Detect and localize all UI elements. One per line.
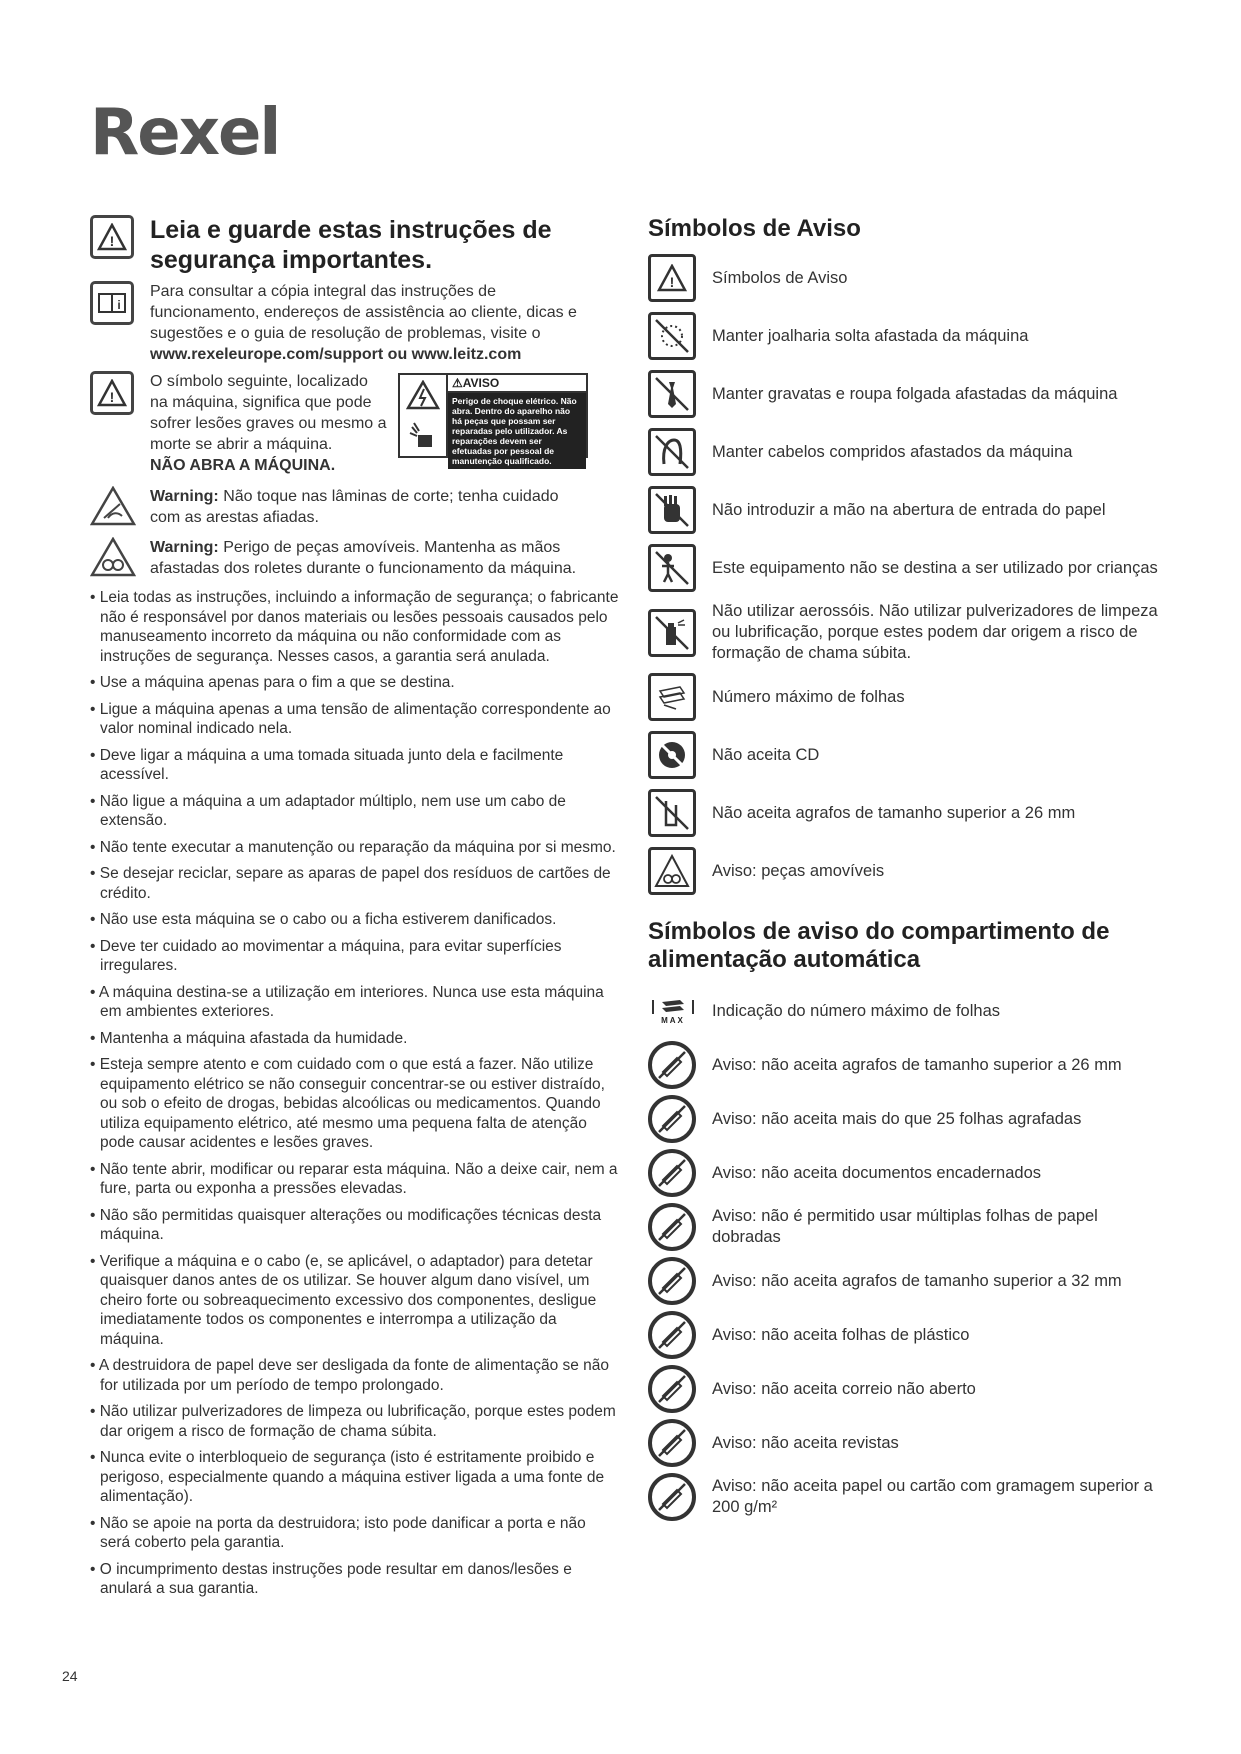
rexel-logo (90, 86, 290, 186)
symbol-row (648, 601, 1168, 664)
no-jewellery-icon (648, 312, 696, 360)
no-folded-sheets-icon (648, 1203, 696, 1251)
open-warning-row (90, 371, 620, 476)
list-item: • Se desejar reciclar, separe as aparas de papel dos resíduos de cartões de crédito. (90, 864, 620, 903)
no-heavy-paper-icon (648, 1473, 696, 1521)
symbols-column (648, 215, 1168, 1526)
moving-parts-warning-row (90, 537, 620, 582)
auto-symbol-row (648, 1364, 1168, 1414)
warning2-text: Perigo de peças amovíveis. Mantenha as mãos afastadas dos roletes durante o funcionamento da máquina. (150, 539, 577, 577)
warning-triangle-icon (648, 254, 696, 302)
list-item: • Não tente abrir, modificar ou reparar esta máquina. Não a deixe cair, nem a fure, parta ou exponha a pressões elevadas. (90, 1160, 620, 1199)
blade-warning-row (90, 486, 620, 531)
symbol-label: Este equipamento não se destina a ser utilizado por crianças (712, 558, 1158, 577)
auto-symbol-row (648, 1310, 1168, 1360)
list-item: • A máquina destina-se a utilização em interiores. Nunca use esta máquina em ambientes exteriores. (90, 983, 620, 1022)
no-staples-26-icon (648, 1041, 696, 1089)
max-label: MAX (661, 1015, 685, 1025)
list-item: • Não use esta máquina se o cabo ou a ficha estiverem danificados. (90, 910, 620, 930)
no-hand-icon (648, 486, 696, 534)
lead-row (90, 215, 620, 275)
list-item: • Não utilizar pulverizadores de limpeza ou lubrificação, porque estes podem dar origem a risco de formação de chama súbita. (90, 1402, 620, 1441)
support-link[interactable]: www.rexeleurope.com/support ou www.leitz.com (150, 346, 522, 363)
auto-symbol-label: Aviso: não aceita correio não aberto (712, 1379, 976, 1398)
label-title: AVISO (462, 376, 500, 390)
no-aerosol-icon (648, 609, 696, 657)
auto-symbol-label: Aviso: não aceita mais do que 25 folhas agrafadas (712, 1109, 1082, 1128)
symbol-row (648, 427, 1168, 477)
electric-hazard-icon (406, 380, 440, 410)
auto-symbol-row (648, 986, 1168, 1036)
auto-feed-symbols-title: Símbolos de aviso do compartimento de alimentação automática (648, 918, 1110, 973)
moving-parts-icon (648, 847, 696, 895)
list-item: • Deve ligar a máquina a uma tomada situada junto dela e facilmente acessível. (90, 746, 620, 785)
max-sheets-indicator-icon (648, 998, 698, 1025)
no-magazines-icon (648, 1419, 696, 1467)
blade-warning-icon (90, 486, 136, 526)
auto-symbol-label: Aviso: não aceita revistas (712, 1433, 899, 1452)
auto-symbol-label: Aviso: não aceita papel ou cartão com gramagem superior a 200 g/m² (712, 1477, 1153, 1516)
warning-symbols-list (648, 253, 1168, 896)
safety-bullets (90, 588, 620, 1599)
auto-symbol-row (648, 1148, 1168, 1198)
do-not-open-text: NÃO ABRA A MÁQUINA. (150, 457, 336, 474)
page-title: Leia e guarde estas instruções de segurança importantes. (150, 216, 552, 274)
svg-text:!: ! (109, 389, 115, 405)
auto-feed-symbols-list (648, 986, 1168, 1522)
list-item: • O incumprimento destas instruções pode resultar em danos/lesões e anulará a sua garantia. (90, 1560, 620, 1599)
list-item: • Não se apoie na porta da destruidora; isto pode danificar a porta e não será coberto pela garantia. (90, 1514, 620, 1553)
symbol-row (648, 730, 1168, 780)
symbol-label: Não aceita CD (712, 745, 820, 764)
symbol-label: Número máximo de folhas (712, 687, 905, 706)
symbol-row (648, 485, 1168, 535)
list-item: • Mantenha a máquina afastada da humidade. (90, 1029, 620, 1049)
svg-text:i: i (117, 298, 121, 312)
warning2-label: Warning: (150, 539, 219, 556)
manual-info-icon (90, 281, 134, 325)
symbol-label: Símbolos de Aviso (712, 268, 848, 287)
list-item: • A destruidora de papel deve ser desligada da fonte de alimentação se não for utilizada por um período de tempo prolongado. (90, 1356, 620, 1395)
symbol-label: Manter joalharia solta afastada da máquina (712, 326, 1029, 345)
auto-symbol-row (648, 1040, 1168, 1090)
list-item: • Nunca evite o interbloqueio de segurança (isto é estritamente proibido e perigoso, especialmente quando a máquina estiver ligada a uma fonte de alimentação). (90, 1448, 620, 1507)
svg-text:!: ! (669, 274, 675, 290)
no-staples-icon (648, 789, 696, 837)
symbol-row (648, 253, 1168, 303)
symbol-row (648, 846, 1168, 896)
no-long-hair-icon (648, 428, 696, 476)
symbol-row (648, 672, 1168, 722)
no-unopened-mail-icon (648, 1365, 696, 1413)
no-children-icon (648, 544, 696, 592)
list-item: • Não tente executar a manutenção ou reparação da máquina por si mesmo. (90, 838, 620, 858)
symbol-label: Não introduzir a mão na abertura de entrada do papel (712, 500, 1106, 519)
auto-symbol-label: Aviso: não é permitido usar múltiplas folhas de papel dobradas (712, 1207, 1098, 1246)
auto-symbol-label: Aviso: não aceita agrafos de tamanho superior a 26 mm (712, 1055, 1122, 1074)
svg-text:!: ! (109, 233, 115, 249)
list-item: • Ligue a máquina apenas a uma tensão de alimentação correspondente ao valor nominal indicado nela. (90, 700, 620, 739)
warning1-text: Não toque nas lâminas de corte; tenha cuidado com as arestas afiadas. (150, 488, 559, 526)
page-number: 24 (62, 1668, 78, 1684)
warning-symbols-title: Símbolos de Aviso (648, 215, 861, 242)
list-item: • Deve ter cuidado ao movimentar a máquina, para evitar superfícies irregulares. (90, 937, 620, 976)
auto-symbol-label: Aviso: não aceita agrafos de tamanho superior a 32 mm (712, 1271, 1122, 1290)
warning-triangle-icon (90, 215, 134, 259)
symbol-label: Manter cabelos compridos afastados da máquina (712, 442, 1073, 461)
no-stapled-25-icon (648, 1095, 696, 1143)
list-item: • Não são permitidas quaisquer alterações ou modificações técnicas desta máquina. (90, 1206, 620, 1245)
label-body: Perigo de choque elétrico. Não abra. Dentro do aparelho não há peças que possam ser reparadas pelo utilizador. As reparações devem ser efetuadas por pessoal de manutenção qualificado. (448, 393, 586, 469)
no-bound-docs-icon (648, 1149, 696, 1197)
symbol-row (648, 311, 1168, 361)
symbol-label: Manter gravatas e roupa folgada afastadas da máquina (712, 384, 1118, 403)
symbol-label: Aviso: peças amovíveis (712, 861, 885, 880)
shock-hand-icon (408, 421, 438, 451)
symbol-row (648, 369, 1168, 419)
symbol-row (648, 543, 1168, 593)
auto-symbol-row (648, 1094, 1168, 1144)
list-item: • Não ligue a máquina a um adaptador múltiplo, nem use um cabo de extensão. (90, 792, 620, 831)
symbol-description: O símbolo seguinte, localizado na máquina, significa que pode sofrer lesões graves ou mesmo a morte se abrir a máquina. (150, 373, 387, 453)
no-tie-icon (648, 370, 696, 418)
no-staples-32-icon (648, 1257, 696, 1305)
warning1-label: Warning: (150, 488, 219, 505)
auto-symbol-label: Aviso: não aceita documentos encadernados (712, 1163, 1042, 1182)
symbol-row (648, 788, 1168, 838)
symbol-label: Não aceita agrafos de tamanho superior a 26 mm (712, 803, 1076, 822)
max-sheets-icon (648, 673, 696, 721)
intro-text: Para consultar a cópia integral das instruções de funcionamento, endereços de assistência ao cliente, dicas e sugestões e o guia de resolução de problemas, visite o (150, 283, 577, 342)
auto-symbol-row (648, 1202, 1168, 1252)
intro-row (90, 281, 620, 365)
list-item: • Esteja sempre atento e com cuidado com o que está a fazer. Não utilize equipamento elétrico se não conseguir concentrar-se ou estiver distraído, ou sob o efeito de drogas, bebidas alcoólicas ou medicamentos. Quando utiliza equipamento elétrico, até mesmo uma pequena falta de atenção pode causar acidentes e lesões graves. (90, 1055, 620, 1153)
logo-text: Rexel (90, 96, 280, 170)
moving-parts-icon (90, 537, 136, 577)
auto-symbol-row (648, 1472, 1168, 1522)
no-plastic-icon (648, 1311, 696, 1359)
electric-shock-label: ⚠AVISO Perigo de choque elétrico. Não abra. Dentro do aparelho não há peças que possam ser reparadas pelo utilizador. As reparações devem ser efetuadas por pessoal de manutenção qualificado. (398, 373, 588, 458)
list-item: • Verifique a máquina e o cabo (e, se aplicável, o adaptador) para detetar quaisquer danos antes de os utilizar. Se houver algum dano visível, um cheiro forte ou sobreaquecimento excessivo dos componentes, desligue imediatamente todos os componentes e interrompa a utilização da máquina. (90, 1252, 620, 1350)
list-item: • Leia todas as instruções, incluindo a informação de segurança; o fabricante não é responsável por danos materiais ou lesões pessoais causados pelo manuseamento incorreto da máquina ou não conformidade com as instruções de segurança. Nesses casos, a garantia será anulada. (90, 588, 620, 666)
symbol-label: Não utilizar aerossóis. Não utilizar pulverizadores de limpeza ou lubrificação, porque estes podem dar origem a risco de formação de chama súbita. (712, 602, 1158, 662)
list-item: • Use a máquina apenas para o fim a que se destina. (90, 673, 620, 693)
auto-symbol-label: Aviso: não aceita folhas de plástico (712, 1325, 970, 1344)
auto-symbol-label: Indicação do número máximo de folhas (712, 1001, 1000, 1020)
auto-symbol-row (648, 1256, 1168, 1306)
auto-symbol-row (648, 1418, 1168, 1468)
no-cd-icon (648, 731, 696, 779)
safety-instructions-column (90, 215, 620, 1606)
warning-triangle-icon (90, 371, 134, 415)
